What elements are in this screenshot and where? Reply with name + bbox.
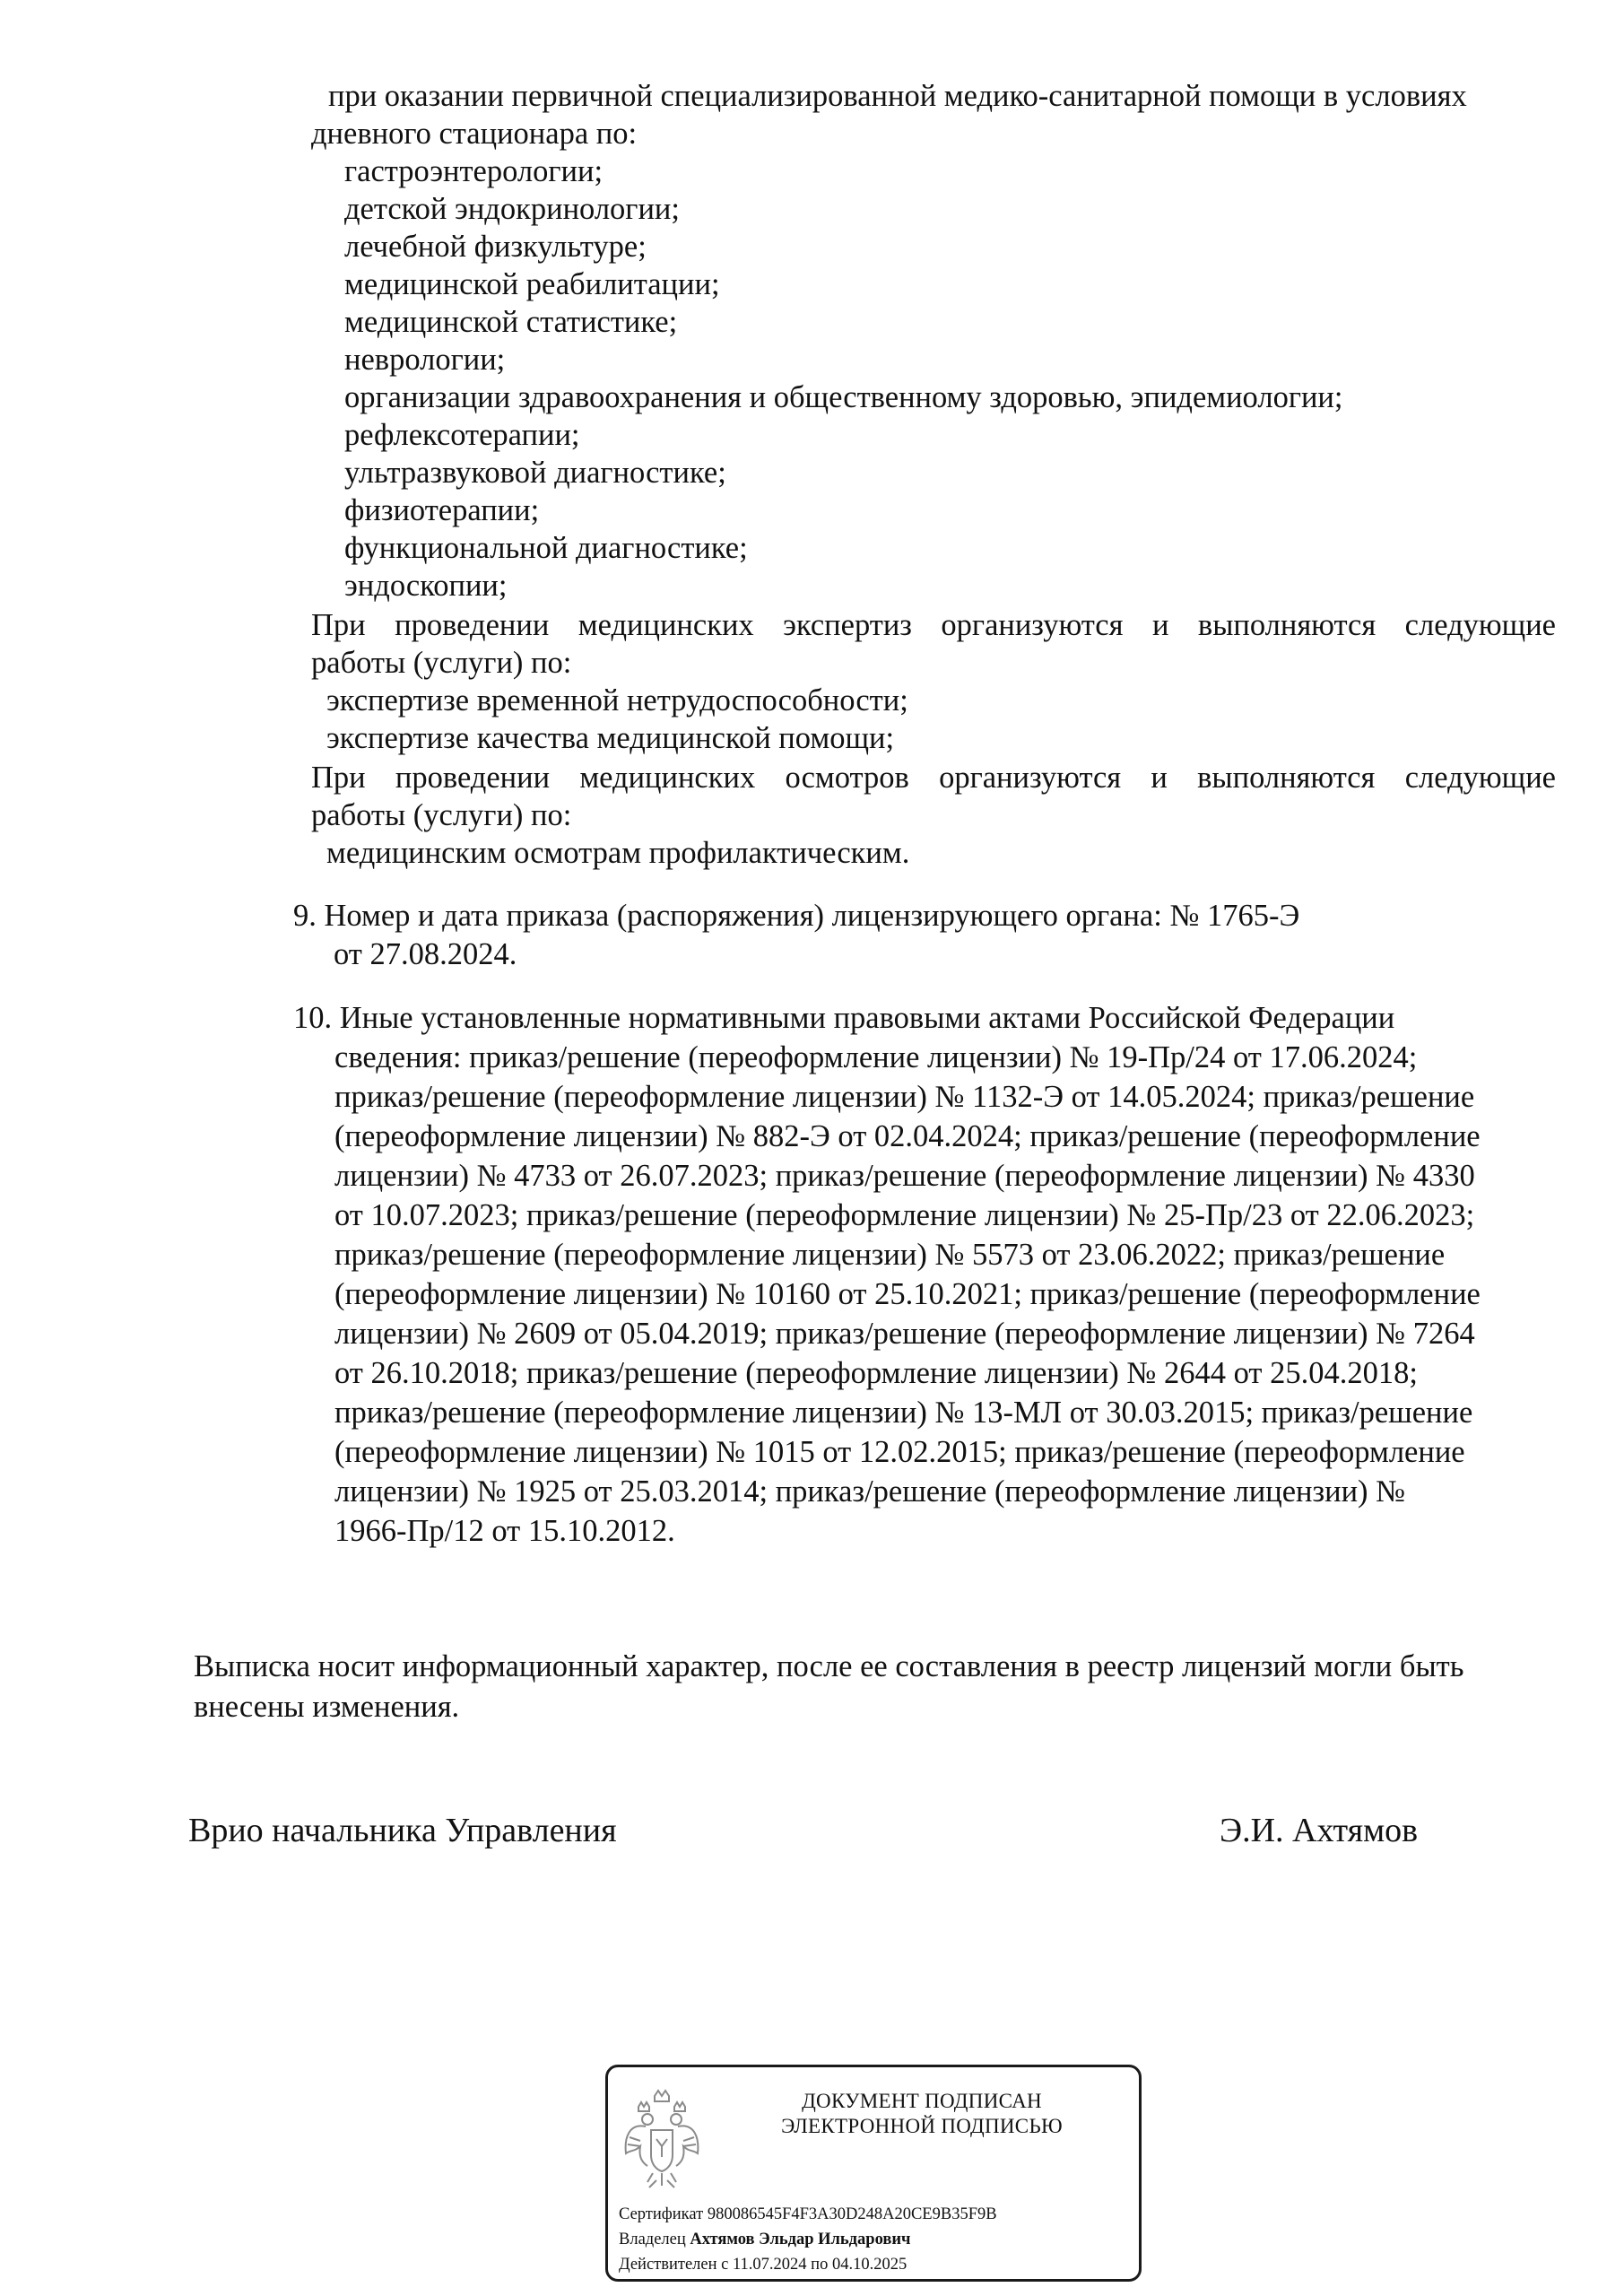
exams-intro-line1: При проведении медицинских осмотров организуются и выполняются следующие <box>311 761 1556 795</box>
item10-line: (переоформление лицензии) № 10160 от 25.10.2021; приказ/решение (переоформление <box>334 1277 1481 1311</box>
item10-line: сведения: приказ/решение (переоформление лицензии) № 19-Пр/24 от 17.06.2024; <box>334 1040 1418 1074</box>
e-signature-stamp <box>605 2065 1142 2282</box>
item10-line: приказ/решение (переоформление лицензии) № 1132-Э от 14.05.2024; приказ/решение <box>334 1080 1475 1114</box>
daycare-item: детской эндокринологии; <box>344 192 680 226</box>
daycare-item: медицинской статистике; <box>344 305 678 339</box>
validity-line: Действителен с 11.07.2024 по 04.10.2025 <box>619 2256 908 2274</box>
stamp-heading-line1: ДОКУМЕНТ ПОДПИСАН <box>802 2090 1042 2112</box>
daycare-item: лечебной физкультуре; <box>344 230 647 264</box>
item10-line: от 10.07.2023; приказ/решение (переоформление лицензии) № 25-Пр/23 от 22.06.2023; <box>334 1198 1475 1232</box>
daycare-item: функциональной диагностике; <box>344 531 748 565</box>
daycare-intro-line1: при оказании первичной специализированной медико-санитарной помощи в условиях <box>328 79 1467 113</box>
daycare-intro-line2: дневного стационара по: <box>311 117 638 151</box>
daycare-item: медицинской реабилитации; <box>344 267 720 301</box>
item10-line: приказ/решение (переоформление лицензии) № 5573 от 23.06.2022; приказ/решение <box>334 1238 1446 1272</box>
item10-line: приказ/решение (переоформление лицензии) № 13-МЛ от 30.03.2015; приказ/решение <box>334 1396 1473 1430</box>
certificate-value: 980086545F4F3A30D248A20CE9B35F9B <box>707 2205 997 2223</box>
expertise-item: экспертизе временной нетрудоспособности; <box>326 683 908 718</box>
item10-line: от 26.10.2018; приказ/решение (переоформление лицензии) № 2644 от 25.04.2018; <box>334 1356 1418 1390</box>
exams-item: медицинским осмотрам профилактическим. <box>326 836 910 870</box>
daycare-item: гастроэнтерологии; <box>344 154 604 188</box>
stamp-heading-line2: ЭЛЕКТРОННОЙ ПОДПИСЬЮ <box>781 2115 1063 2137</box>
owner-line <box>619 2230 910 2249</box>
item9-line1: 9. Номер и дата приказа (распоряжения) лицензирующего органа: № 1765-Э <box>293 899 1300 933</box>
signatory-name: Э.И. Ахтямов <box>1220 1812 1419 1849</box>
certificate-line <box>619 2205 997 2224</box>
item9-line2: от 27.08.2024. <box>334 937 517 971</box>
item10-line: лицензии) № 1925 от 25.03.2014; приказ/решение (переоформление лицензии) № <box>334 1474 1406 1509</box>
item10-line: лицензии) № 4733 от 26.07.2023; приказ/решение (переоформление лицензии) № 4330 <box>334 1159 1475 1193</box>
stamp-heading <box>707 2089 1137 2139</box>
daycare-item: физиотерапии; <box>344 493 540 527</box>
exams-intro-line2: работы (услуги) по: <box>311 798 572 832</box>
daycare-item: организации здравоохранения и общественному здоровью, эпидемиологии; <box>344 380 1343 414</box>
item10-line: лицензии) № 2609 от 05.04.2019; приказ/решение (переоформление лицензии) № 7264 <box>334 1317 1475 1351</box>
signatory-position: Врио начальника Управления <box>188 1812 617 1849</box>
coat-of-arms-icon <box>621 2087 703 2193</box>
daycare-item: рефлексотерапии; <box>344 418 580 452</box>
daycare-item: эндоскопии; <box>344 569 508 603</box>
notice-line2: внесены изменения. <box>194 1690 460 1724</box>
expertise-intro-line2: работы (услуги) по: <box>311 646 572 680</box>
expertise-intro-line1: При проведении медицинских экспертиз организуются и выполняются следующие <box>311 608 1556 642</box>
owner-value: Ахтямов Эльдар Ильдарович <box>690 2231 911 2248</box>
certificate-label: Сертификат <box>619 2205 704 2223</box>
expertise-item: экспертизе качества медицинской помощи; <box>326 721 895 755</box>
daycare-item: ультразвуковой диагностике; <box>344 456 726 490</box>
daycare-item: неврологии; <box>344 343 506 377</box>
item10-line: 1966-Пр/12 от 15.10.2012. <box>334 1514 675 1548</box>
notice-line1: Выписка носит информационный характер, после ее составления в реестр лицензий могли быть <box>194 1649 1464 1683</box>
owner-label: Владелец <box>619 2231 686 2248</box>
item10-line: (переоформление лицензии) № 882-Э от 02.04.2024; приказ/решение (переоформление <box>334 1119 1481 1153</box>
item10-line: (переоформление лицензии) № 1015 от 12.02.2015; приказ/решение (переоформление <box>334 1435 1465 1469</box>
item10-line: 10. Иные установленные нормативными правовыми актами Российской Федерации <box>293 1001 1395 1035</box>
